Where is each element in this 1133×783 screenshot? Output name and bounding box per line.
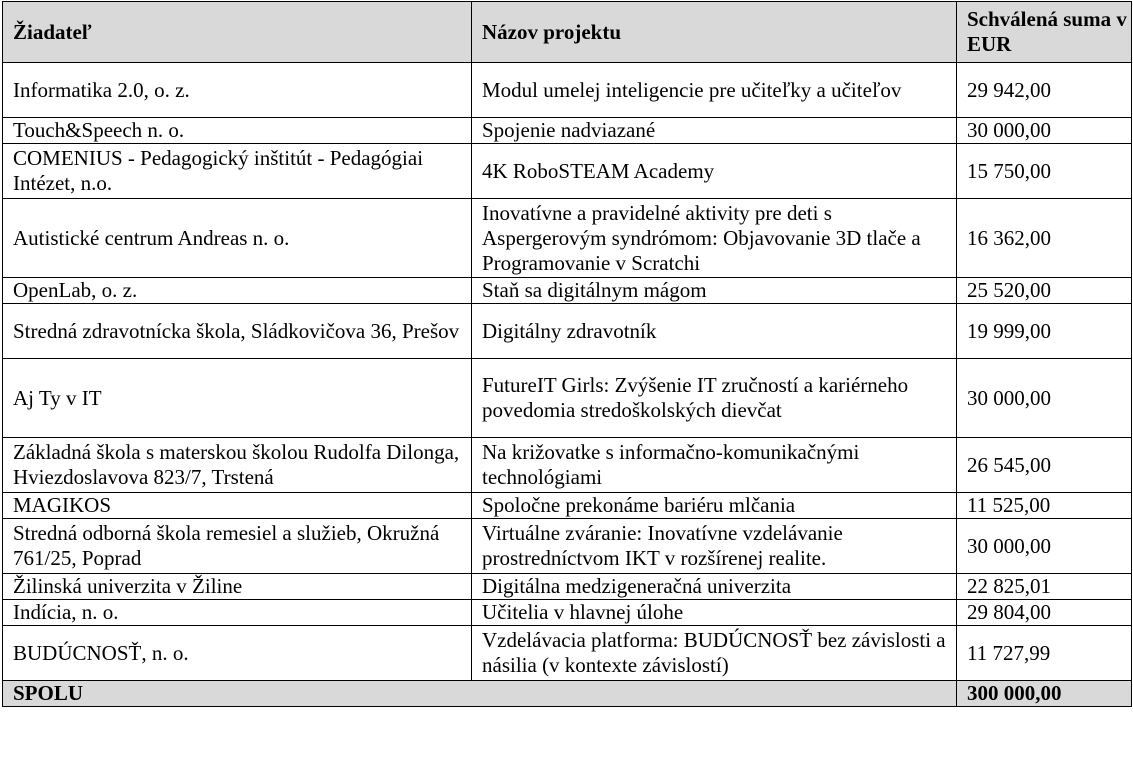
project-cell: Vzdelávacia platforma: BUDÚCNOSŤ bez závislosti a násilia (v kontexte závislostí) xyxy=(472,626,957,681)
applicant-cell: Indícia, n. o. xyxy=(3,600,472,626)
grants-table xyxy=(2,1,1132,707)
project-cell: Na križovatke s informačno-komunikačnými technológiami xyxy=(472,438,957,493)
project-cell: FutureIT Girls: Zvýšenie IT zručností a kariérneho povedomia stredoškolských dievčat xyxy=(472,359,957,438)
project-cell: Učitelia v hlavnej úlohe xyxy=(472,600,957,626)
total-label: SPOLU xyxy=(3,681,957,707)
amount-cell: 11 525,00 xyxy=(957,493,1132,519)
header-row xyxy=(3,2,1132,63)
project-cell: 4K RoboSTEAM Academy xyxy=(472,144,957,199)
applicant-cell: MAGIKOS xyxy=(3,493,472,519)
applicant-cell: Touch&Speech n. o. xyxy=(3,118,472,144)
amount-cell: 15 750,00 xyxy=(957,144,1132,199)
project-cell: Staň sa digitálnym mágom xyxy=(472,278,957,304)
table-row xyxy=(3,438,1132,493)
amount-cell: 25 520,00 xyxy=(957,278,1132,304)
table-row xyxy=(3,278,1132,304)
applicant-cell: OpenLab, o. z. xyxy=(3,278,472,304)
table-row xyxy=(3,626,1132,681)
amount-cell: 30 000,00 xyxy=(957,359,1132,438)
applicant-cell: Stredná zdravotnícka škola, Sládkovičova 36, Prešov xyxy=(3,304,472,359)
project-cell: Inovatívne a pravidelné aktivity pre deti s Aspergerovým syndrómom: Objavovanie 3D tlače a Programovanie v Scratchi xyxy=(472,199,957,278)
amount-cell: 29 804,00 xyxy=(957,600,1132,626)
header-amount: Schválená suma v EUR xyxy=(957,2,1132,63)
table-row xyxy=(3,600,1132,626)
header-project: Názov projektu xyxy=(472,2,957,63)
amount-cell: 29 942,00 xyxy=(957,63,1132,118)
amount-cell: 30 000,00 xyxy=(957,519,1132,574)
applicant-cell: COMENIUS - Pedagogický inštitút - Pedagógiai Intézet, n.o. xyxy=(3,144,472,199)
table-row xyxy=(3,199,1132,278)
project-cell: Modul umelej inteligencie pre učiteľky a učiteľov xyxy=(472,63,957,118)
project-cell: Spoločne prekonáme bariéru mlčania xyxy=(472,493,957,519)
applicant-cell: Autistické centrum Andreas n. o. xyxy=(3,199,472,278)
table-row xyxy=(3,118,1132,144)
table-row xyxy=(3,359,1132,438)
table-row xyxy=(3,304,1132,359)
applicant-cell: Aj Ty v IT xyxy=(3,359,472,438)
table-row xyxy=(3,63,1132,118)
project-cell: Digitálny zdravotník xyxy=(472,304,957,359)
table-row xyxy=(3,144,1132,199)
applicant-cell: Základná škola s materskou školou Rudolfa Dilonga, Hviezdoslavova 823/7, Trstená xyxy=(3,438,472,493)
table-row xyxy=(3,493,1132,519)
amount-cell: 22 825,01 xyxy=(957,574,1132,600)
applicant-cell: Žilinská univerzita v Žiline xyxy=(3,574,472,600)
table-row xyxy=(3,519,1132,574)
amount-cell: 19 999,00 xyxy=(957,304,1132,359)
amount-cell: 26 545,00 xyxy=(957,438,1132,493)
project-cell: Spojenie nadviazané xyxy=(472,118,957,144)
applicant-cell: Stredná odborná škola remesiel a služieb, Okružná 761/25, Poprad xyxy=(3,519,472,574)
amount-cell: 30 000,00 xyxy=(957,118,1132,144)
header-applicant: Žiadateľ xyxy=(3,2,472,63)
table-row xyxy=(3,574,1132,600)
project-cell: Virtuálne zváranie: Inovatívne vzdelávanie prostredníctvom IKT v rozšírenej realite. xyxy=(472,519,957,574)
applicant-cell: Informatika 2.0, o. z. xyxy=(3,63,472,118)
amount-cell: 16 362,00 xyxy=(957,199,1132,278)
total-amount: 300 000,00 xyxy=(957,681,1132,707)
applicant-cell: BUDÚCNOSŤ, n. o. xyxy=(3,626,472,681)
total-row xyxy=(3,681,1132,707)
project-cell: Digitálna medzigeneračná univerzita xyxy=(472,574,957,600)
amount-cell: 11 727,99 xyxy=(957,626,1132,681)
